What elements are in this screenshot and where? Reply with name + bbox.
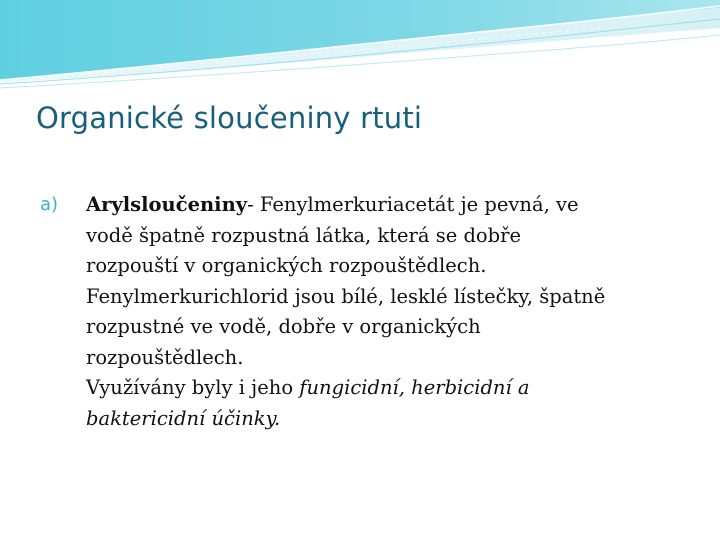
text-line-1 (86, 190, 690, 221)
content-list (40, 190, 690, 434)
list-item-a (40, 190, 690, 434)
text-line-3: rozpouští v organických rozpouštědlech. (86, 254, 487, 277)
text-line-8: baktericidní účinky. (86, 406, 281, 430)
text-line-2: vodě špatně rozpustná látka, která se dobře (86, 223, 522, 247)
text-line-5: rozpustné ve vodě, dobře v organických (86, 315, 481, 338)
line7-italic: fungicidní, herbicidní a (299, 376, 530, 399)
line1-rest: - Fenylmerkuriacetát je pevná, ve (247, 193, 579, 216)
text-line-6: rozpouštědlech. (86, 345, 244, 369)
slide-title: Organické sloučeniny rtuti (36, 101, 423, 135)
text-line-7 (86, 373, 690, 404)
text-line-4: Fenylmerkurichlorid jsou bílé, lesklé lístečky, špatně (86, 284, 606, 308)
header-wave-decoration (0, 0, 720, 90)
list-marker: a) (40, 194, 59, 215)
line7-normal: Využívány byly i jeho (86, 376, 300, 399)
term-bold: Arylsloučeniny (86, 193, 248, 216)
